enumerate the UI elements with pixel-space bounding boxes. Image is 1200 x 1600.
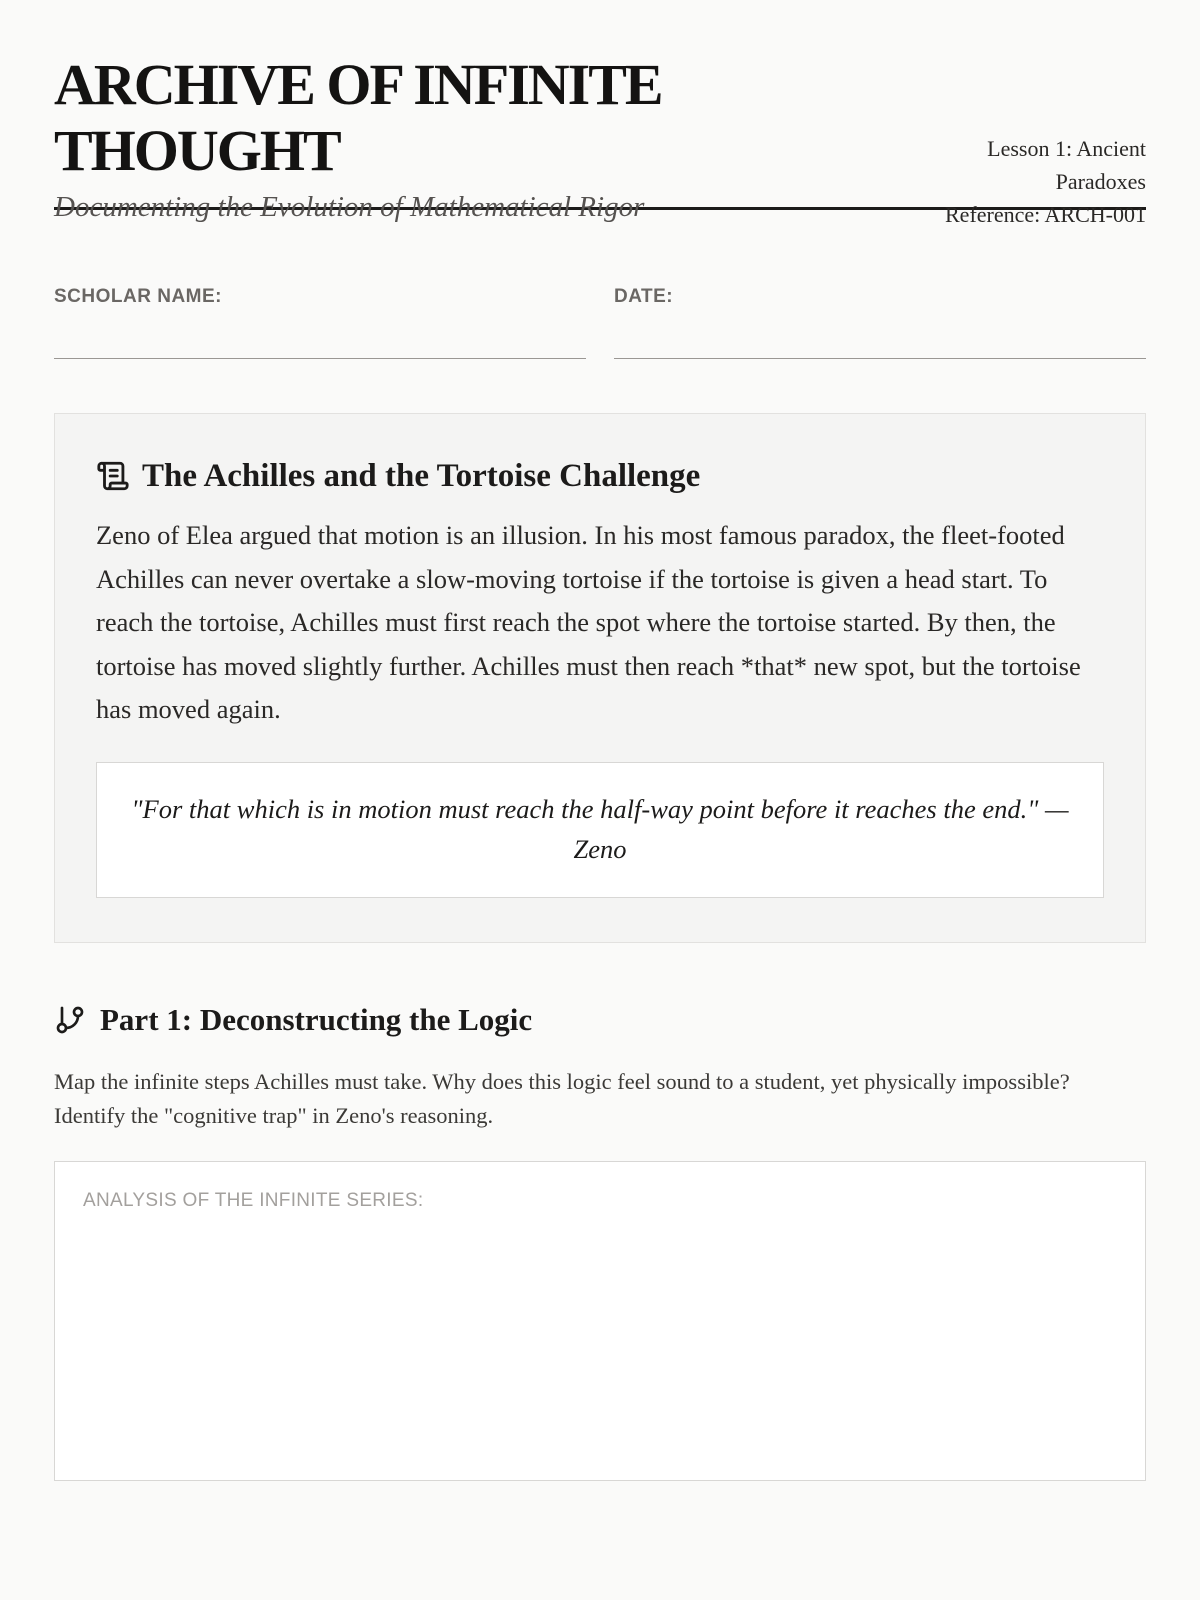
challenge-box: [54, 413, 1146, 943]
date-input-line[interactable]: [614, 358, 1146, 359]
page-header: [54, 0, 1146, 227]
challenge-heading-text: The Achilles and the Tortoise Challenge: [142, 458, 701, 494]
scroll-icon: [96, 459, 130, 493]
date-field: [614, 286, 1146, 359]
page-title: ARCHIVE OF INFINITE THOUGHT: [54, 52, 662, 183]
student-fields: [54, 286, 1146, 359]
part1-instructions: Map the infinite steps Achilles must take. Why does this logic feel sound to a student, yet physically impossible? Identify the "cognitive trap" in Zeno's reasoning.: [54, 1069, 1070, 1128]
analysis-answer-box[interactable]: [54, 1161, 1146, 1481]
scholar-name-field: [54, 286, 586, 359]
challenge-heading: [96, 456, 1104, 496]
page-subtitle: Documenting the Evolution of Mathematical Rigor: [54, 191, 645, 223]
reference-label: Reference: ARCH-001: [945, 202, 1146, 227]
git-branch-icon: [54, 1004, 86, 1036]
date-label: DATE:: [614, 286, 674, 307]
zeno-quote: "For that which is in motion must reach the half-way point before it reaches the end." — Zeno: [96, 762, 1104, 898]
scholar-name-input-line[interactable]: [54, 358, 586, 359]
scholar-name-label: SCHOLAR NAME:: [54, 286, 222, 307]
lesson-label: Lesson 1: Ancient Paradoxes: [987, 136, 1146, 194]
part1-heading-text: Part 1: Deconstructing the Logic: [100, 1002, 533, 1037]
lesson-meta: [906, 132, 1146, 231]
challenge-description: Zeno of Elea argued that motion is an illusion. In his most famous paradox, the fleet-footed Achilles can never overtake a slow-moving tortoise if the tortoise is given a head start. To reach the tortoise, Achilles must first reach the spot where the tortoise started. By then, the tortoise has moved slightly further. Achilles must then reach *that* new spot, but the tortoise has moved again.: [96, 520, 1081, 724]
part1-heading: [54, 1001, 1146, 1039]
analysis-answer-label: ANALYSIS OF THE INFINITE SERIES:: [83, 1190, 424, 1211]
